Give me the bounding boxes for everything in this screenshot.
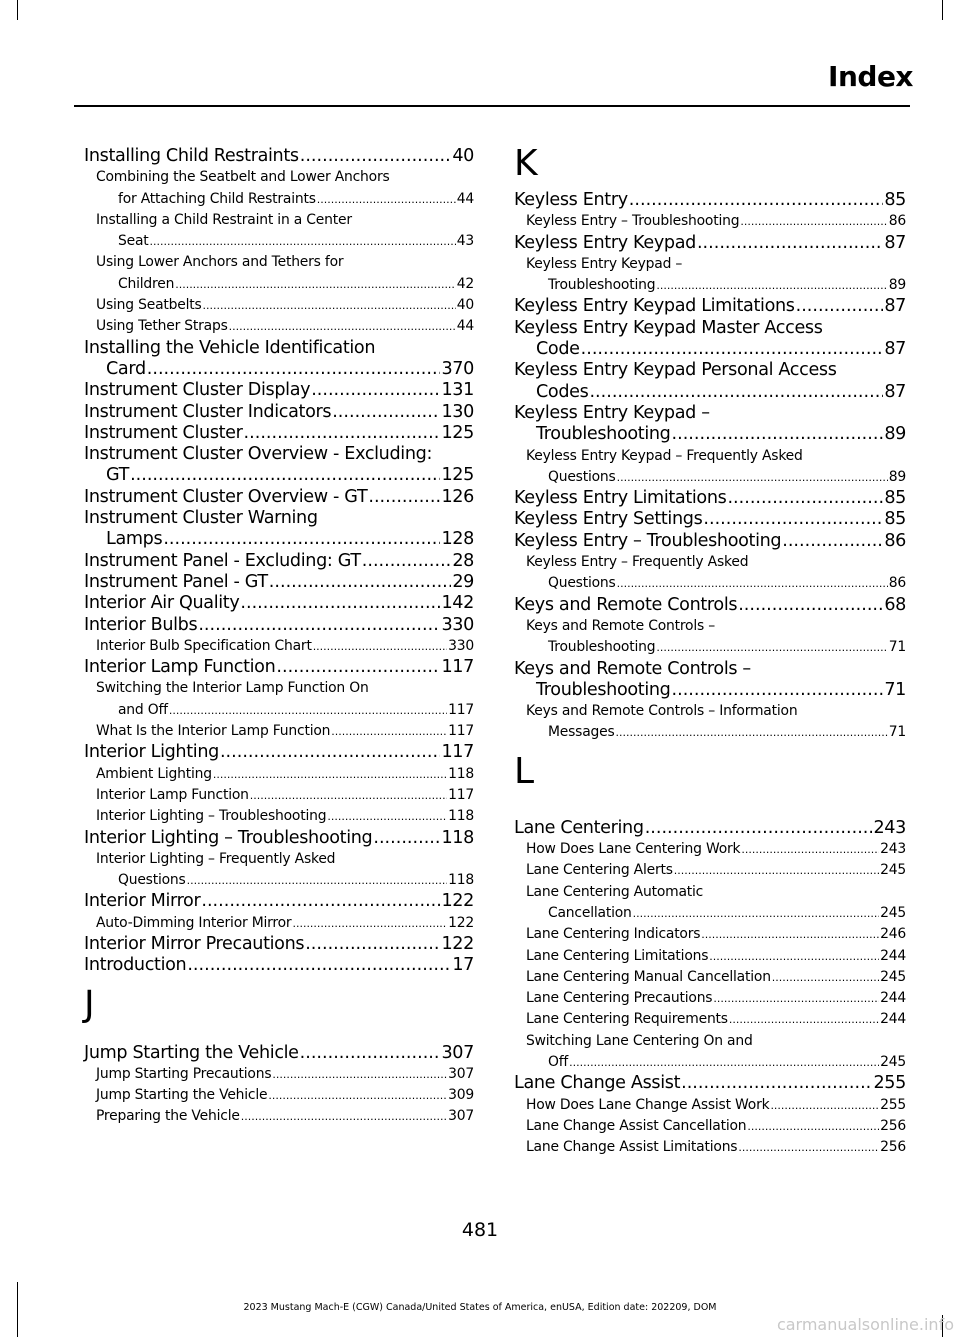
index-entry[interactable] <box>514 233 906 254</box>
entry-text: Installing Child Restraints <box>84 146 299 166</box>
dot-leader <box>701 924 879 945</box>
header-rule <box>74 105 910 107</box>
dot-leader <box>305 934 440 955</box>
page-ref: 44 <box>456 318 474 335</box>
entry-text: Interior Lighting <box>84 742 219 763</box>
page-ref: 244 <box>880 990 906 1007</box>
entry-text: Jump Starting the Vehicle <box>84 1042 299 1063</box>
entry-text: Lane Change Assist Limitations <box>526 1139 738 1156</box>
page-ref: 246 <box>880 926 906 943</box>
index-subentry[interactable] <box>514 616 906 659</box>
dot-leader <box>327 806 447 827</box>
entry-text: Interior Lighting – Troubleshooting <box>84 827 373 848</box>
dot-leader <box>672 424 884 445</box>
index-entry[interactable] <box>84 742 474 763</box>
index-entry[interactable] <box>84 380 474 401</box>
entry-text: Interior Lighting – Frequently Asked <box>96 850 336 867</box>
index-subentry[interactable] <box>84 295 474 316</box>
index-subentry[interactable] <box>84 849 474 892</box>
page-ref: 89 <box>884 424 906 445</box>
entry-text: Keys and Remote Controls <box>514 594 738 615</box>
entry-text: Lane Centering Requirements <box>526 1011 728 1028</box>
page-ref: 244 <box>880 1011 906 1028</box>
index-subentry[interactable] <box>84 678 474 721</box>
page-ref: 256 <box>880 1139 906 1156</box>
dot-leader <box>203 295 456 316</box>
entry-text: Lane Centering <box>514 817 644 838</box>
dot-leader <box>782 531 883 552</box>
page-ref: 85 <box>884 509 906 530</box>
dot-leader <box>697 233 883 254</box>
dot-leader <box>747 1116 879 1137</box>
page-ref: 17 <box>452 955 474 976</box>
entry-text: Interior Mirror Precautions <box>84 933 305 954</box>
entry-text: Interior Mirror <box>84 891 201 912</box>
page-ref: 40 <box>452 146 474 166</box>
dot-leader <box>250 785 447 806</box>
entry-text: Lane Change Assist <box>514 1073 681 1094</box>
dot-leader <box>738 1137 879 1158</box>
entry-text: Lane Centering Precautions <box>526 990 713 1007</box>
dot-leader <box>727 488 883 509</box>
page-ref: 71 <box>888 639 906 656</box>
page-ref: 131 <box>441 380 474 401</box>
entry-text: Lane Centering Limitations <box>526 947 709 964</box>
entry-text: Code <box>536 339 580 360</box>
index-subentry[interactable] <box>514 839 906 860</box>
entry-text: Codes <box>536 381 589 402</box>
page-ref: 122 <box>448 914 474 931</box>
page-ref: 87 <box>884 339 906 360</box>
index-subentry[interactable] <box>84 316 474 337</box>
entry-text: Instrument Cluster <box>84 422 243 443</box>
page-ref: 256 <box>880 1117 906 1134</box>
index-entry[interactable] <box>84 146 474 167</box>
dot-leader <box>241 1106 447 1127</box>
page-ref: 307 <box>448 1065 474 1082</box>
dot-leader <box>269 572 452 593</box>
entry-text: Keyless Entry Limitations <box>514 488 727 509</box>
dot-leader <box>589 382 883 403</box>
crop-mark-top-left <box>17 0 18 20</box>
index-subentry[interactable] <box>84 806 474 827</box>
page-ref: 71 <box>888 724 906 741</box>
dot-leader <box>633 903 879 924</box>
page-ref: 86 <box>888 575 906 592</box>
index-entry[interactable] <box>84 508 474 551</box>
index-subentry[interactable] <box>84 721 474 742</box>
dot-leader <box>713 988 879 1009</box>
page-ref: 243 <box>880 841 906 858</box>
entry-text: Card <box>106 358 146 379</box>
dot-leader <box>311 380 440 401</box>
dot-leader <box>150 231 456 252</box>
index-entry[interactable] <box>514 318 906 361</box>
entry-text: Combining the Seatbelt and Lower Anchors <box>96 169 390 186</box>
entry-text: How Does Lane Change Assist Work <box>526 1096 770 1113</box>
entry-text: Lane Centering Manual Cancellation <box>526 968 771 985</box>
index-entry[interactable] <box>514 403 906 446</box>
entry-text: Lane Centering Automatic <box>526 883 704 900</box>
entry-text: Keyless Entry <box>514 190 628 210</box>
entry-text: Keyless Entry – Frequently Asked <box>526 554 749 571</box>
entry-text: Off <box>548 1053 569 1070</box>
index-entry[interactable] <box>84 955 474 976</box>
page-ref: 117 <box>441 742 474 763</box>
entry-text: What Is the Interior Lamp Function <box>96 723 331 740</box>
page-ref: 245 <box>880 1053 906 1070</box>
entry-text: Keys and Remote Controls – <box>514 658 751 679</box>
page-ref: 29 <box>452 571 474 592</box>
entry-text: Children <box>118 275 175 292</box>
index-subentry[interactable] <box>84 636 474 657</box>
page-ref: 245 <box>880 968 906 985</box>
dot-leader <box>213 764 447 785</box>
dot-leader <box>617 573 888 594</box>
entry-text: Troubleshooting <box>548 277 656 294</box>
entry-text: Using Tether Straps <box>96 318 228 335</box>
index-subentry[interactable] <box>514 882 906 925</box>
dot-leader <box>169 700 447 721</box>
dot-leader <box>656 275 887 296</box>
dot-leader <box>373 828 440 849</box>
entry-text: Using Seatbelts <box>96 297 202 314</box>
dot-leader <box>229 316 456 337</box>
page-ref: 87 <box>884 232 906 253</box>
entry-text: Keys and Remote Controls – <box>526 617 716 634</box>
page-ref: 126 <box>441 486 474 507</box>
entry-text: Auto-Dimming Interior Mirror <box>96 914 292 931</box>
dot-leader <box>331 721 447 742</box>
page-ref: 117 <box>448 786 474 803</box>
index-entry[interactable] <box>84 487 474 508</box>
index-entry[interactable] <box>84 402 474 423</box>
entry-text: Keys and Remote Controls – Information <box>526 703 798 720</box>
index-subentry[interactable] <box>514 860 906 881</box>
entry-text: Keyless Entry Keypad <box>514 232 696 253</box>
dot-leader <box>741 839 879 860</box>
dot-leader <box>581 339 884 360</box>
dot-leader <box>272 1064 447 1085</box>
dot-leader <box>709 946 879 967</box>
entry-text: Preparing the Vehicle <box>96 1108 240 1125</box>
entry-text: Keyless Entry Keypad Master Access <box>514 317 823 338</box>
index-subentry[interactable] <box>514 701 906 744</box>
dot-leader <box>175 274 456 295</box>
page-ref: 117 <box>448 723 474 740</box>
entry-text: Using Lower Anchors and Tethers for <box>96 254 344 271</box>
index-subentry[interactable] <box>514 211 906 232</box>
index-subentry[interactable] <box>514 967 906 988</box>
entry-text: Troubleshooting <box>536 424 671 445</box>
crop-mark-top-right <box>942 0 943 20</box>
page-ref: 43 <box>456 233 474 250</box>
page-ref: 68 <box>884 594 906 615</box>
page-ref: 130 <box>441 401 474 422</box>
dot-leader <box>147 359 441 380</box>
entry-text: Instrument Panel - Excluding: GT <box>84 550 361 571</box>
entry-text: Interior Lamp Function <box>84 657 276 678</box>
page-ref: 118 <box>441 827 474 848</box>
entry-text: Instrument Panel - GT <box>84 571 268 592</box>
dot-leader <box>201 891 440 912</box>
dot-leader <box>198 615 440 636</box>
page-ref: 330 <box>448 637 474 654</box>
dot-leader <box>569 1052 879 1073</box>
entry-text: Switching Lane Centering On and <box>526 1032 753 1049</box>
entry-text: Questions <box>548 575 616 592</box>
entry-text: Ambient Lighting <box>96 765 212 782</box>
index-entry[interactable] <box>514 488 906 509</box>
dot-leader <box>220 742 441 763</box>
index-entry[interactable] <box>514 190 906 211</box>
index-subentry[interactable] <box>84 785 474 806</box>
index-entry[interactable] <box>514 1073 906 1094</box>
index-subentry[interactable] <box>84 252 474 295</box>
index-entry[interactable] <box>84 423 474 444</box>
entry-text: Keyless Entry Keypad – <box>514 402 710 423</box>
dot-leader <box>681 1073 872 1094</box>
page-ref: 244 <box>880 947 906 964</box>
dot-leader <box>656 637 887 658</box>
entry-text: Keyless Entry – Troubleshooting <box>514 530 782 551</box>
index-subentry[interactable] <box>514 924 906 945</box>
page-ref: 142 <box>441 593 474 614</box>
entry-text: Instrument Cluster Warning <box>84 508 318 529</box>
dot-leader <box>368 487 440 508</box>
index-entry[interactable] <box>84 1043 474 1064</box>
index-subentry[interactable] <box>84 210 474 253</box>
index-column-left <box>84 146 474 1128</box>
page-ref: 122 <box>441 891 474 912</box>
dot-leader <box>796 296 884 317</box>
entry-text: Keyless Entry Keypad Personal Access <box>514 360 837 381</box>
page-ref: 44 <box>456 190 474 207</box>
index-subentry[interactable] <box>84 913 474 934</box>
dot-leader <box>268 1085 447 1106</box>
dot-leader <box>130 465 440 486</box>
dot-leader <box>187 870 448 891</box>
entry-text: Instrument Cluster Overview - GT <box>84 486 368 507</box>
dot-leader <box>738 595 883 616</box>
dot-leader <box>300 1043 441 1064</box>
index-entry[interactable] <box>84 657 474 678</box>
index-subentry[interactable] <box>514 1009 906 1030</box>
entry-text: GT <box>106 465 130 486</box>
index-entry[interactable] <box>84 338 474 381</box>
entry-text: Jump Starting the Vehicle <box>96 1087 268 1104</box>
index-subentry[interactable] <box>514 1116 906 1137</box>
edition-footer: 2023 Mustang Mach-E (CGW) Canada/United States of America, enUSA, Edition date: 202209, DOM <box>243 1302 717 1313</box>
page-ref: 89 <box>888 277 906 294</box>
index-subentry[interactable] <box>514 446 906 489</box>
page-ref: 118 <box>448 765 474 782</box>
entry-text: Troubleshooting <box>536 679 671 700</box>
page-ref: 307 <box>441 1042 474 1063</box>
entry-text: Cancellation <box>548 904 632 921</box>
dot-leader <box>313 636 447 657</box>
entry-text: Instrument Cluster Overview - Excluding: <box>84 444 433 465</box>
page-ref: 85 <box>884 190 906 210</box>
entry-text: Keyless Entry Keypad – <box>526 255 683 272</box>
entry-text: Switching the Interior Lamp Function On <box>96 680 369 697</box>
entry-text: Keyless Entry Settings <box>514 509 703 530</box>
entry-text: Installing a Child Restraint in a Center <box>96 211 352 228</box>
entry-text: Lane Change Assist Cancellation <box>526 1117 747 1134</box>
dot-leader <box>276 657 440 678</box>
entry-text: Troubleshooting <box>548 639 656 656</box>
page-ref: 40 <box>456 297 474 314</box>
index-entry[interactable] <box>84 572 474 593</box>
watermark: carmanualsonline.info <box>776 1315 954 1334</box>
dot-leader <box>616 722 888 743</box>
dot-leader <box>772 967 879 988</box>
entry-text: Keyless Entry Keypad Limitations <box>514 296 795 317</box>
index-subentry[interactable] <box>514 988 906 1009</box>
index-entry[interactable] <box>514 531 906 552</box>
index-column-right <box>514 143 906 1158</box>
dot-leader <box>674 860 879 881</box>
index-subentry[interactable] <box>84 167 474 210</box>
page-ref: 89 <box>888 468 906 485</box>
entry-text: Instrument Cluster Indicators <box>84 401 332 422</box>
index-entry[interactable] <box>514 595 906 616</box>
index-subentry[interactable] <box>514 1031 906 1074</box>
entry-text: Keyless Entry – Troubleshooting <box>526 213 740 230</box>
page-ref: 42 <box>456 275 474 292</box>
index-entry[interactable] <box>514 659 906 702</box>
dot-leader <box>332 402 440 423</box>
page-ref: 118 <box>448 808 474 825</box>
section-letter-k: K <box>514 143 538 184</box>
page-ref: 255 <box>880 1096 906 1113</box>
entry-text: and Off <box>118 701 168 718</box>
page-ref: 245 <box>880 862 906 879</box>
dot-leader <box>163 529 440 550</box>
page-ref: 255 <box>873 1073 906 1094</box>
entry-text: Interior Lamp Function <box>96 786 249 803</box>
index-subentry[interactable] <box>514 1137 906 1158</box>
dot-leader <box>244 423 441 444</box>
page-ref: 125 <box>441 422 474 443</box>
entry-text: Jump Starting Precautions <box>96 1065 272 1082</box>
dot-leader <box>703 509 883 530</box>
page-ref: 125 <box>441 465 474 486</box>
entry-text: Questions <box>548 468 616 485</box>
index-entry[interactable] <box>84 934 474 955</box>
index-entry[interactable] <box>514 509 906 530</box>
index-entry[interactable] <box>84 593 474 614</box>
dot-leader <box>629 190 884 211</box>
dot-leader <box>617 467 888 488</box>
page-ref: 28 <box>452 550 474 571</box>
page-ref: 117 <box>448 701 474 718</box>
page-number: 481 <box>461 1219 499 1241</box>
entry-text: Lane Centering Alerts <box>526 862 673 879</box>
index-entry[interactable] <box>514 296 906 317</box>
section-letter-j: J <box>84 983 95 1025</box>
dot-leader <box>292 913 447 934</box>
page-ref: 307 <box>448 1108 474 1125</box>
entry-text: Introduction <box>84 955 187 976</box>
dot-leader <box>672 680 884 701</box>
index-subentry[interactable] <box>84 1106 474 1127</box>
entry-text: Keyless Entry Keypad – Frequently Asked <box>526 447 803 464</box>
index-subentry[interactable] <box>514 552 906 595</box>
page-ref: 87 <box>884 296 906 317</box>
page-ref: 71 <box>884 679 906 700</box>
page-ref: 370 <box>441 358 474 379</box>
entry-text: Instrument Cluster Display <box>84 380 311 401</box>
page-ref: 118 <box>448 872 474 889</box>
index-subentry[interactable] <box>514 946 906 967</box>
dot-leader <box>362 551 452 572</box>
index-entry[interactable] <box>84 891 474 912</box>
index-subentry[interactable] <box>84 1085 474 1106</box>
entry-text: Questions <box>118 872 186 889</box>
page-ref: 85 <box>884 488 906 509</box>
entry-text: Installing the Vehicle Identification <box>84 337 376 358</box>
section-letter-l: L <box>514 750 535 792</box>
page-ref: 86 <box>888 213 906 230</box>
dot-leader <box>317 189 456 210</box>
dot-leader <box>740 211 887 232</box>
entry-text: Interior Lighting – Troubleshooting <box>96 808 327 825</box>
dot-leader <box>645 818 873 839</box>
index-entry[interactable] <box>84 615 474 636</box>
dot-leader <box>300 146 452 167</box>
dot-leader <box>770 1095 879 1116</box>
entry-text: Interior Bulb Specification Chart <box>96 637 312 654</box>
index-subentry[interactable] <box>84 764 474 785</box>
index-subentry[interactable] <box>84 1064 474 1085</box>
page-ref: 330 <box>441 614 474 635</box>
entry-text: for Attaching Child Restraints <box>118 190 316 207</box>
entry-text: Seat <box>118 233 149 250</box>
entry-text: Interior Bulbs <box>84 614 198 635</box>
page-ref: 122 <box>441 933 474 954</box>
entry-text: Messages <box>548 724 615 741</box>
dot-leader <box>187 955 451 976</box>
index-entry[interactable] <box>514 360 906 403</box>
entry-text: Lane Centering Indicators <box>526 926 701 943</box>
dot-leader <box>240 593 440 614</box>
entry-text: Lamps <box>106 529 163 550</box>
page-ref: 128 <box>441 529 474 550</box>
index-entry[interactable] <box>84 551 474 572</box>
entry-text: Interior Air Quality <box>84 593 240 614</box>
page-ref: 245 <box>880 904 906 921</box>
page-ref: 86 <box>884 530 906 551</box>
page-title: Index <box>828 60 913 93</box>
index-entry[interactable] <box>84 828 474 849</box>
entry-text: How Does Lane Centering Work <box>526 841 741 858</box>
page-ref: 87 <box>884 381 906 402</box>
page-ref: 309 <box>448 1087 474 1104</box>
dot-leader <box>729 1009 879 1030</box>
index-entry[interactable] <box>514 818 906 839</box>
index-entry[interactable] <box>84 444 474 487</box>
index-subentry[interactable] <box>514 1095 906 1116</box>
page-ref: 117 <box>441 657 474 678</box>
page-ref: 243 <box>873 817 906 838</box>
index-subentry[interactable] <box>514 254 906 297</box>
